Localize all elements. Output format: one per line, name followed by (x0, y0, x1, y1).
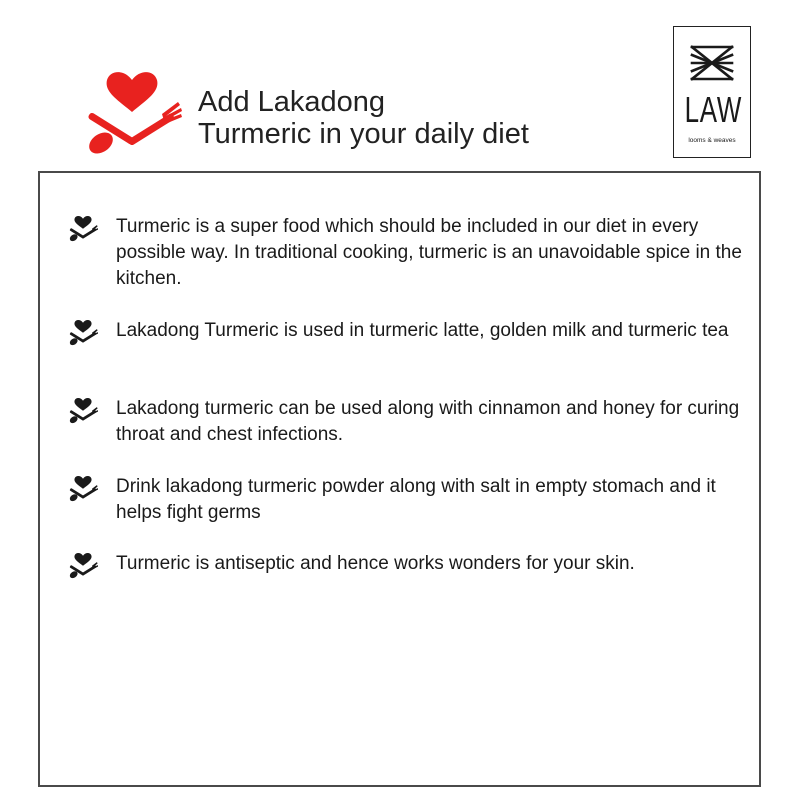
list-item-text: Turmeric is antiseptic and hence works wonders for your skin. (116, 553, 635, 574)
list-item-text: Turmeric is a super food which should be included in our diet in every possible way. In traditional cooking, turmeric is an unavoidable spice in the kitchen. (116, 216, 742, 289)
page-title (198, 86, 529, 150)
title-line-2: Turmeric in your daily diet (198, 118, 529, 150)
logo-wordmark: LAW (684, 89, 743, 130)
heart-fork-spoon-icon (68, 215, 98, 243)
heart-fork-spoon-icon (68, 552, 98, 580)
heart-fork-spoon-icon (68, 319, 98, 347)
heart-fork-spoon-icon (68, 397, 98, 425)
list-item-text: Drink lakadong turmeric powder along with salt in empty stomach and it helps fight germs (116, 476, 716, 523)
heart-fork-spoon-icon (82, 70, 182, 160)
logo-tagline: looms & weaves (688, 137, 736, 144)
list-item-text: Lakadong Turmeric is used in turmeric latte, golden milk and turmeric tea (116, 320, 729, 341)
title-line-1: Add Lakadong (198, 86, 386, 118)
heart-fork-spoon-icon (68, 475, 98, 503)
list-item-text: Lakadong turmeric can be used along with cinnamon and honey for curing throat and chest infections. (116, 398, 740, 445)
brand-logo (673, 26, 751, 158)
weave-mark-icon (690, 43, 734, 83)
